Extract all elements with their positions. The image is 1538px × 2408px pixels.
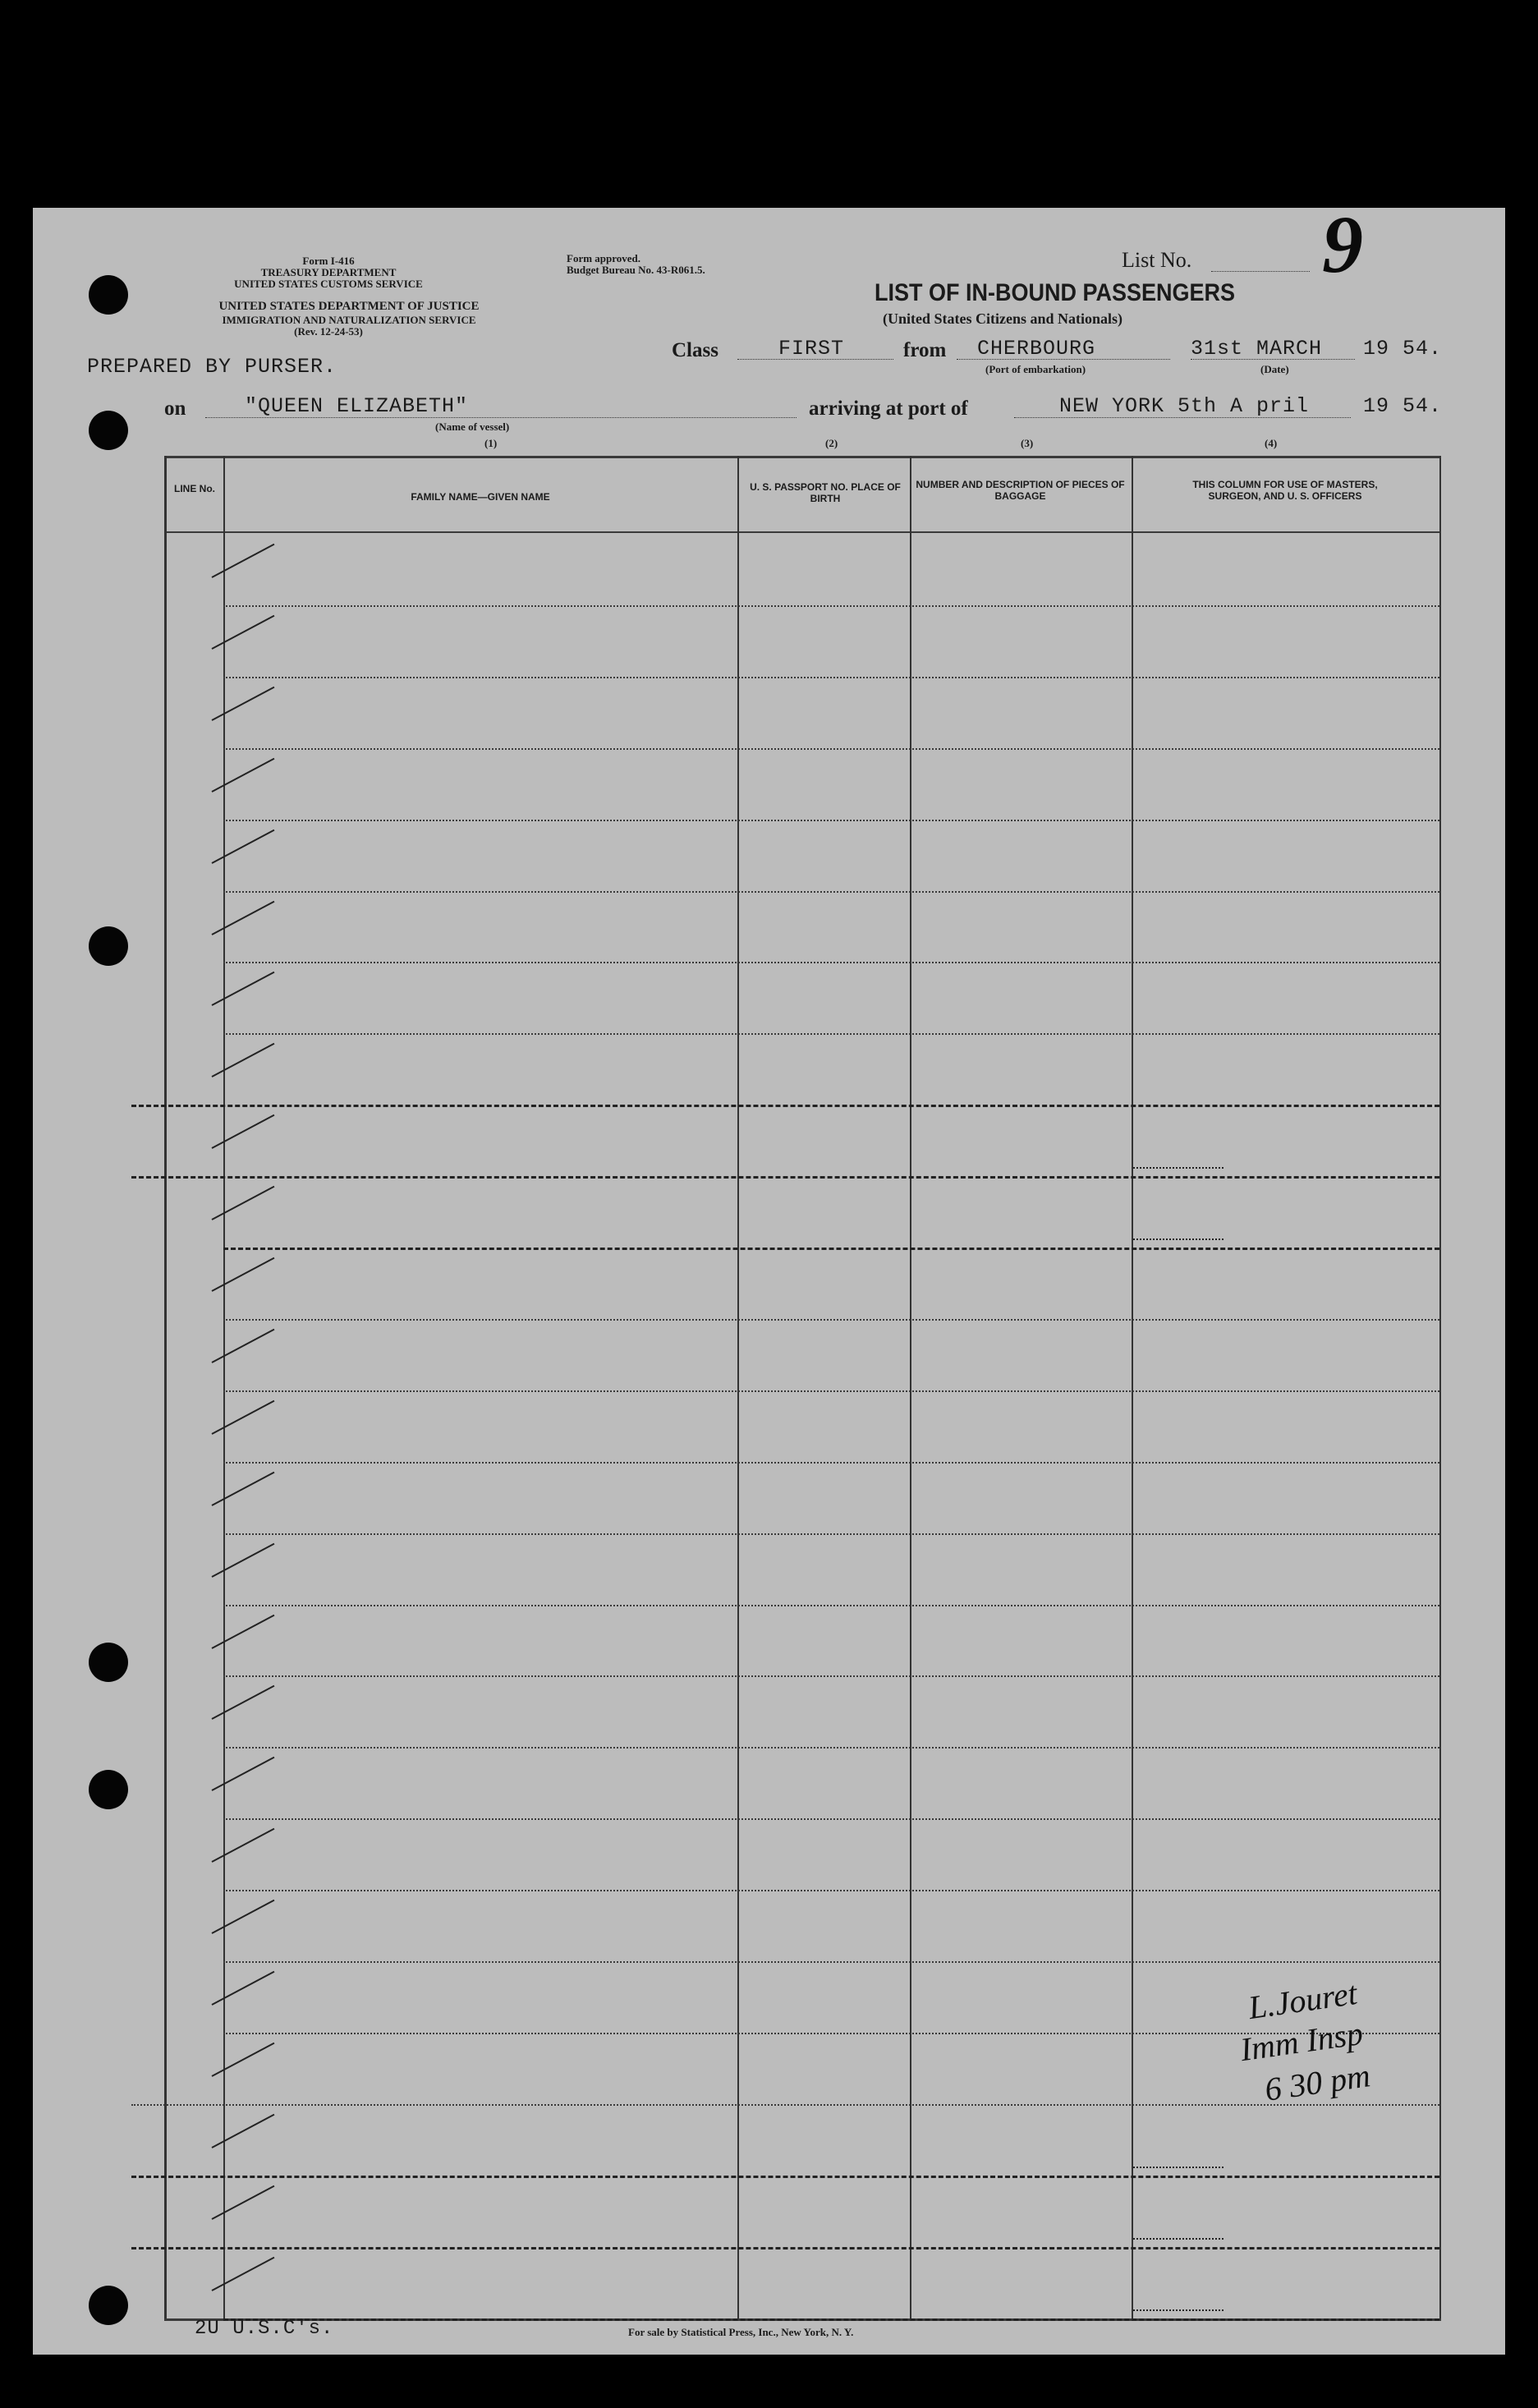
baggage-column-divider (1132, 456, 1133, 2318)
treasury-label: TREASURY DEPARTMENT (260, 266, 397, 278)
row-separator (223, 1961, 1439, 1963)
table-right-border (1439, 456, 1441, 2318)
departure-year: 19 54. (1363, 337, 1443, 361)
vessel-caption: (Name of vessel) (435, 420, 510, 433)
signature-dotted-line (1133, 2238, 1224, 2240)
col-number-4: (4) (1265, 437, 1278, 449)
table-header-border (164, 531, 1441, 533)
customs-label: UNITED STATES CUSTOMS SERVICE (234, 278, 423, 290)
row-separator (223, 748, 1439, 750)
col-number-2: (2) (825, 437, 838, 449)
from-label: from (903, 339, 947, 361)
row-separator (131, 1105, 1439, 1107)
inspector-signature: L.Jouret (1246, 1974, 1360, 2027)
departure-date: 31st MARCH (1191, 337, 1323, 361)
class-label: Class (672, 339, 718, 361)
punch-hole (89, 411, 128, 450)
column-header-baggage: NUMBER AND DESCRIPTION OF PIECES OF BAGGAGE (916, 479, 1125, 502)
col-number-1: (1) (484, 437, 498, 449)
row-separator (223, 1747, 1439, 1749)
class-value: FIRST (778, 337, 845, 361)
passport-column-divider (910, 456, 911, 2318)
inspection-time: 6 30 pm (1262, 2056, 1373, 2108)
punch-hole (89, 275, 128, 315)
signature-dotted-line (1133, 1167, 1224, 1169)
punch-hole (89, 1643, 128, 1682)
budget-label: Budget Bureau No. 43-R061.5. (567, 264, 705, 276)
port-caption: (Port of embarkation) (985, 363, 1086, 375)
row-separator (223, 1462, 1439, 1464)
revision-label: (Rev. 12-24-53) (294, 325, 363, 338)
row-separator (223, 1319, 1439, 1321)
form-number: Form I-416 (302, 255, 355, 267)
col-number-3: (3) (1021, 437, 1034, 449)
row-separator (223, 1818, 1439, 1820)
row-separator (223, 1390, 1439, 1392)
vessel-name: "QUEEN ELIZABETH" (245, 394, 469, 418)
form-subtitle: (United States Citizens and Nationals) (883, 310, 1123, 327)
list-no-line (1211, 271, 1310, 272)
name-column-divider (737, 456, 739, 2318)
signature-dotted-line (1133, 2167, 1224, 2168)
signature-dotted-line (1133, 2309, 1224, 2311)
date-caption: (Date) (1260, 363, 1289, 375)
punch-hole (89, 926, 128, 966)
row-separator (223, 1605, 1439, 1606)
row-separator (223, 1533, 1439, 1535)
ins-label: IMMIGRATION AND NATURALIZATION SERVICE (222, 314, 476, 326)
punch-hole (89, 2286, 128, 2325)
column-header-officers: THIS COLUMN FOR USE OF MASTERS, SURGEON, AND U. S. OFFICERS (1192, 479, 1378, 502)
inspector-title: Imm Insp (1237, 2014, 1366, 2069)
row-separator (223, 962, 1439, 963)
list-no-label: List No. (1122, 248, 1192, 272)
row-separator (223, 891, 1439, 893)
table-top-border (164, 456, 1441, 458)
row-separator (223, 605, 1439, 607)
arrival-port-date: NEW YORK 5th A pril (1059, 394, 1310, 418)
arrival-year: 19 54. (1363, 394, 1443, 418)
row-separator (131, 1176, 1439, 1179)
row-separator (131, 2247, 1439, 2249)
footer-publisher: For sale by Statistical Press, Inc., New York, N. Y. (628, 2326, 854, 2338)
on-label: on (164, 398, 186, 420)
row-separator (223, 820, 1439, 821)
punch-hole (89, 1770, 128, 1809)
list-number-handwritten: 9 (1322, 199, 1363, 290)
column-header-name: FAMILY NAME—GIVEN NAME (411, 491, 550, 503)
table-left-border (164, 456, 167, 2318)
footer-left: 2U U.S.C's. (195, 2318, 334, 2340)
row-separator (131, 2176, 1439, 2178)
row-separator (223, 677, 1439, 678)
row-separator (223, 1033, 1439, 1035)
approved-label: Form approved. (567, 252, 641, 264)
arriving-label: arriving at port of (809, 398, 968, 420)
form-title: LIST OF IN-BOUND PASSENGERS (875, 279, 1236, 306)
signature-dotted-line (1133, 1238, 1224, 1240)
port-embarkation: CHERBOURG (977, 337, 1096, 361)
justice-label: UNITED STATES DEPARTMENT OF JUSTICE (218, 300, 480, 313)
row-separator (223, 1675, 1439, 1677)
row-separator (223, 1248, 1439, 1250)
row-separator (223, 2318, 1439, 2321)
prepared-by: PREPARED BY PURSER. (87, 355, 337, 379)
column-header-passport: U. S. PASSPORT NO. PLACE OF BIRTH (750, 481, 901, 504)
row-separator (223, 1890, 1439, 1891)
column-header-line: LINE No. (174, 483, 215, 494)
row-separator (131, 2104, 1439, 2106)
line-column-divider (223, 456, 225, 2318)
